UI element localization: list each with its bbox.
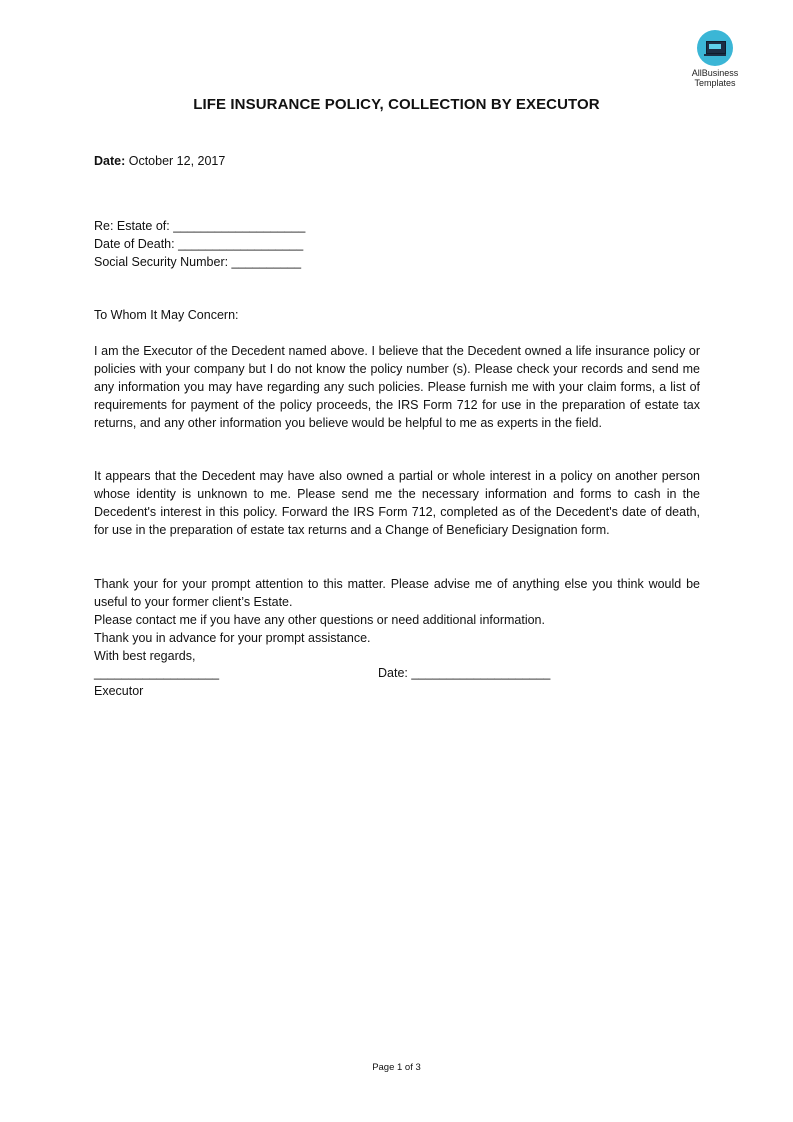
page-number: Page 1 of 3 (372, 1062, 421, 1073)
salutation (94, 306, 700, 324)
signature-area (94, 664, 219, 700)
logo-line-2: Templates (694, 78, 736, 88)
document-title: LIFE INSURANCE POLICY, COLLECTION BY EXECUTOR (193, 96, 600, 113)
logo-line-1: AllBusiness (691, 68, 739, 78)
re-estate-field: Re: Estate of: ___________________ (94, 219, 306, 233)
closing-block (94, 575, 700, 665)
signer-title: Executor (94, 684, 144, 698)
signature-line: __________________ (94, 666, 220, 680)
date-of-death-field: Date of Death: __________________ (94, 237, 304, 251)
date-line (94, 152, 700, 170)
ssn-field: Social Security Number: __________ (94, 255, 302, 269)
logo-text (684, 68, 746, 88)
closing-text: With best regards, (94, 649, 196, 663)
brand-logo (684, 30, 746, 88)
reference-block (94, 217, 700, 271)
contact-line: Please contact me if you have any other questions or need additional information. (94, 613, 545, 627)
paragraph-3-text: Thank your for your prompt attention to this matter. Please advise me of anything else you think would be useful to your former client’s Estate. (94, 577, 700, 609)
paragraph-2-text: It appears that the Decedent may have also owned a partial or whole interest in a policy on another person whose identity is unknown to me. Please send me the necessary information and forms to cash in the Decedent's interest in this policy. Forward the IRS Form 712, completed as of the Decedent's date of death, for use in the preparation of estate tax returns and a Change of Beneficiary Designation form. (94, 469, 700, 537)
signature-date-field: Date: ____________________ (378, 666, 551, 680)
paragraph-2 (94, 467, 700, 539)
thanks-line: Thank you in advance for your prompt assistance. (94, 631, 371, 645)
date-value: October 12, 2017 (125, 154, 226, 168)
date-label: Date: (94, 154, 126, 168)
paragraph-1-text: I am the Executor of the Decedent named above. I believe that the Decedent owned a life insurance policy or policies with your company but I do not know the policy number (s). Please check your records and send me any information you may have regarding any such policies. Please furnish me with your claim forms, a list of requirements for payment of the policy proceeds, the IRS Form 712 for use in the preparation of estate tax returns, and any other information you believe would be helpful to me as experts in the field. (94, 344, 700, 430)
laptop-icon (697, 30, 733, 66)
paragraph-1 (94, 342, 700, 432)
salutation-text: To Whom It May Concern: (94, 308, 239, 322)
